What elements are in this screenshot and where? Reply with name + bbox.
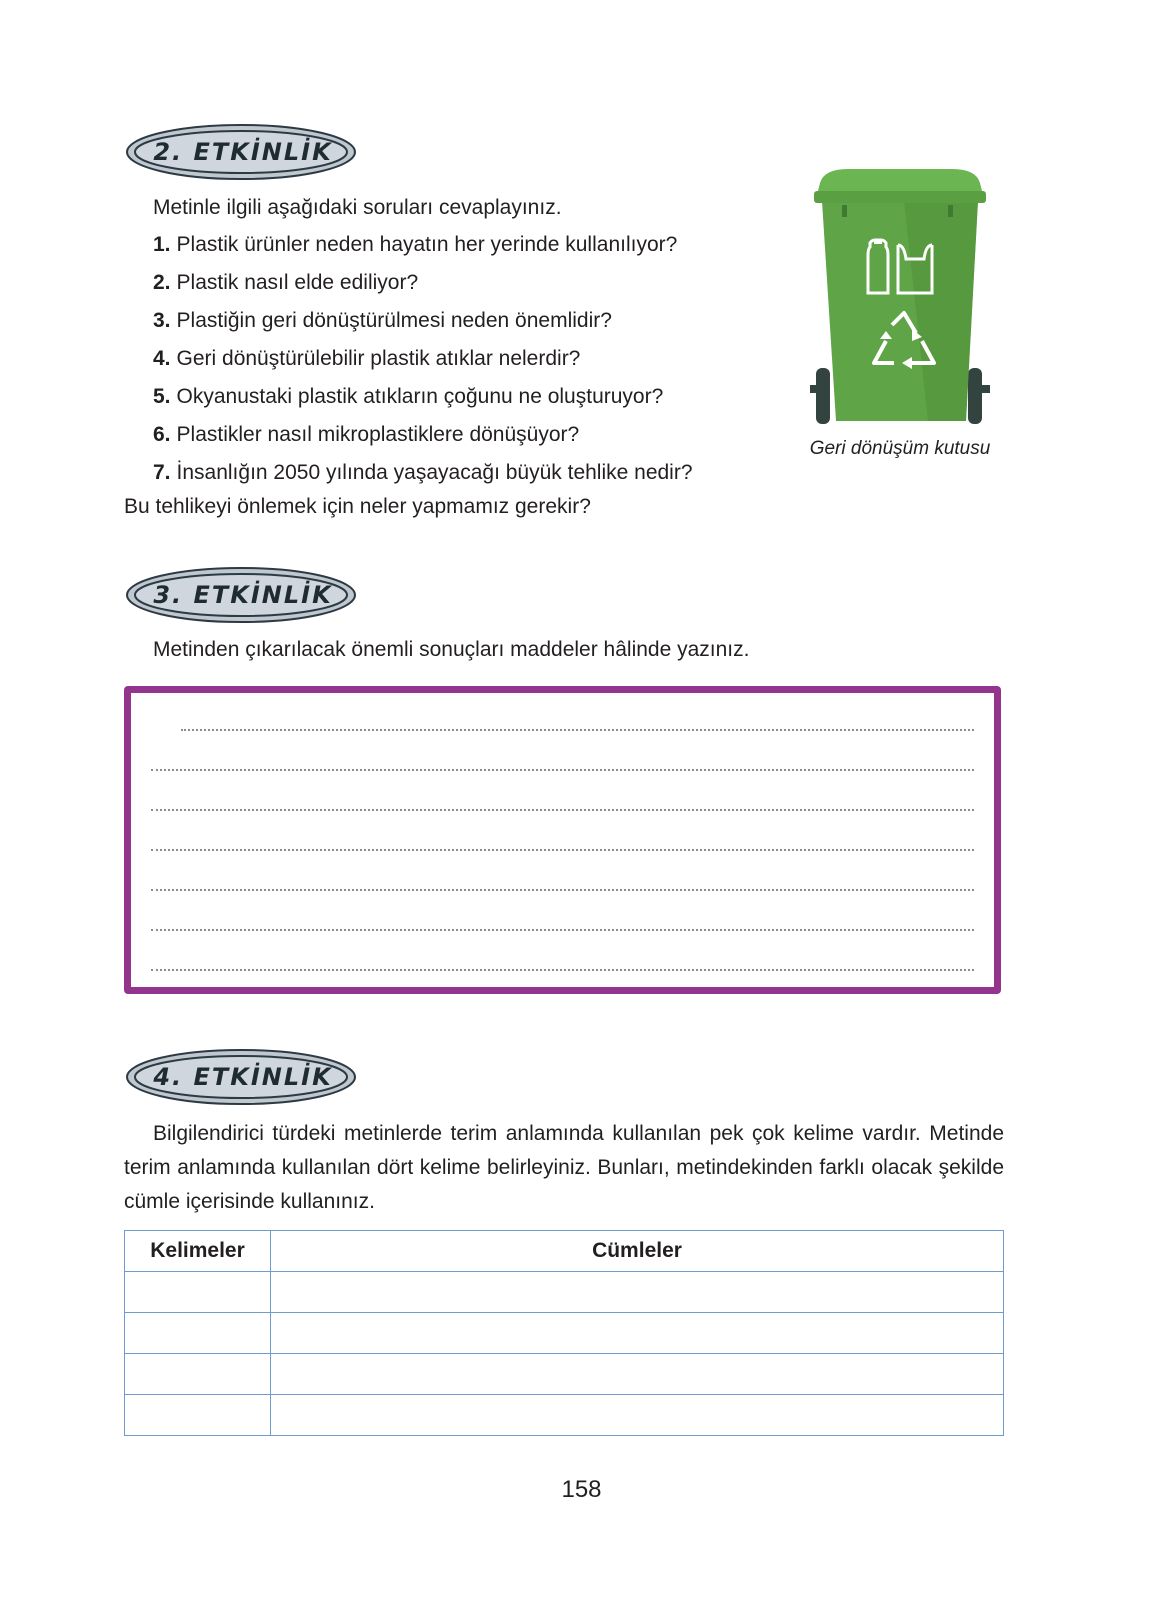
- word-cell[interactable]: [125, 1354, 271, 1395]
- activity-4-title: 4. ETKİNLİK: [153, 1063, 333, 1091]
- question-list: [153, 226, 773, 492]
- table-row: [125, 1313, 1004, 1354]
- recycling-bin-image: [808, 163, 992, 436]
- question-item: 4. Geri dönüştürülebilir plastik atıklar nelerdir?: [153, 347, 581, 370]
- bin-caption: Geri dönüşüm kutusu: [809, 438, 991, 459]
- table-row: [125, 1395, 1004, 1436]
- dotted-writing-line: [151, 849, 974, 851]
- header-kelimeler: Kelimeler: [125, 1231, 271, 1272]
- table-row: [125, 1354, 1004, 1395]
- activity-2-intro: Metinle ilgili aşağıdaki soruları cevaplayınız.: [153, 196, 562, 219]
- page-number: 158: [561, 1476, 602, 1503]
- activity-2-title: 2. ETKİNLİK: [153, 138, 333, 166]
- activity-3-badge: [125, 566, 357, 624]
- question-item: 2. Plastik nasıl elde ediliyor?: [153, 271, 419, 294]
- sentence-cell[interactable]: [271, 1354, 1004, 1395]
- dotted-writing-line: [151, 969, 974, 971]
- word-cell[interactable]: [125, 1313, 271, 1354]
- activity-3-title: 3. ETKİNLİK: [153, 581, 333, 609]
- question-item: 1. Plastik ürünler neden hayatın her yerinde kullanılıyor?: [153, 233, 678, 256]
- activity-2-badge: [125, 123, 357, 181]
- word-cell[interactable]: [125, 1395, 271, 1436]
- question-item: 5. Okyanustaki plastik atıkların çoğunu ne oluşturuyor?: [153, 385, 664, 408]
- dotted-writing-line: [151, 889, 974, 891]
- sentence-cell[interactable]: [271, 1395, 1004, 1436]
- question-item: 6. Plastikler nasıl mikroplastiklere dönüşüyor?: [153, 423, 580, 446]
- words-sentences-table: [124, 1230, 1004, 1436]
- sentence-cell[interactable]: [271, 1313, 1004, 1354]
- answer-writing-box[interactable]: [124, 686, 1001, 994]
- dotted-writing-line: [151, 769, 974, 771]
- activity-3-instruction: Metinden çıkarılacak önemli sonuçları maddeler hâlinde yazınız.: [153, 638, 750, 661]
- table-row: [125, 1272, 1004, 1313]
- header-cumleler: Cümleler: [271, 1231, 1004, 1272]
- dotted-writing-line: [151, 929, 974, 931]
- word-cell[interactable]: [125, 1272, 271, 1313]
- activity-4-badge: [125, 1048, 357, 1106]
- sentence-cell[interactable]: [271, 1272, 1004, 1313]
- question-item: 3. Plastiğin geri dönüştürülmesi neden önemlidir?: [153, 309, 612, 332]
- activity-4-instruction: Bilgilendirici türdeki metinlerde terim anlamında kullanılan pek çok kelime vardır. Metinde terim anlamında kullanılan dört kelime belirleyiniz. Bunları, metindekinden farklı olacak şekilde cümle içerisinde kullanınız.: [124, 1122, 1004, 1213]
- question-7-continuation: Bu tehlikeyi önlemek için neler yapmamız gerekir?: [124, 495, 591, 518]
- question-item: 7. İnsanlığın 2050 yılında yaşayacağı büyük tehlike nedir?: [153, 461, 693, 484]
- dotted-writing-line: [151, 809, 974, 811]
- dotted-writing-line: [181, 729, 974, 731]
